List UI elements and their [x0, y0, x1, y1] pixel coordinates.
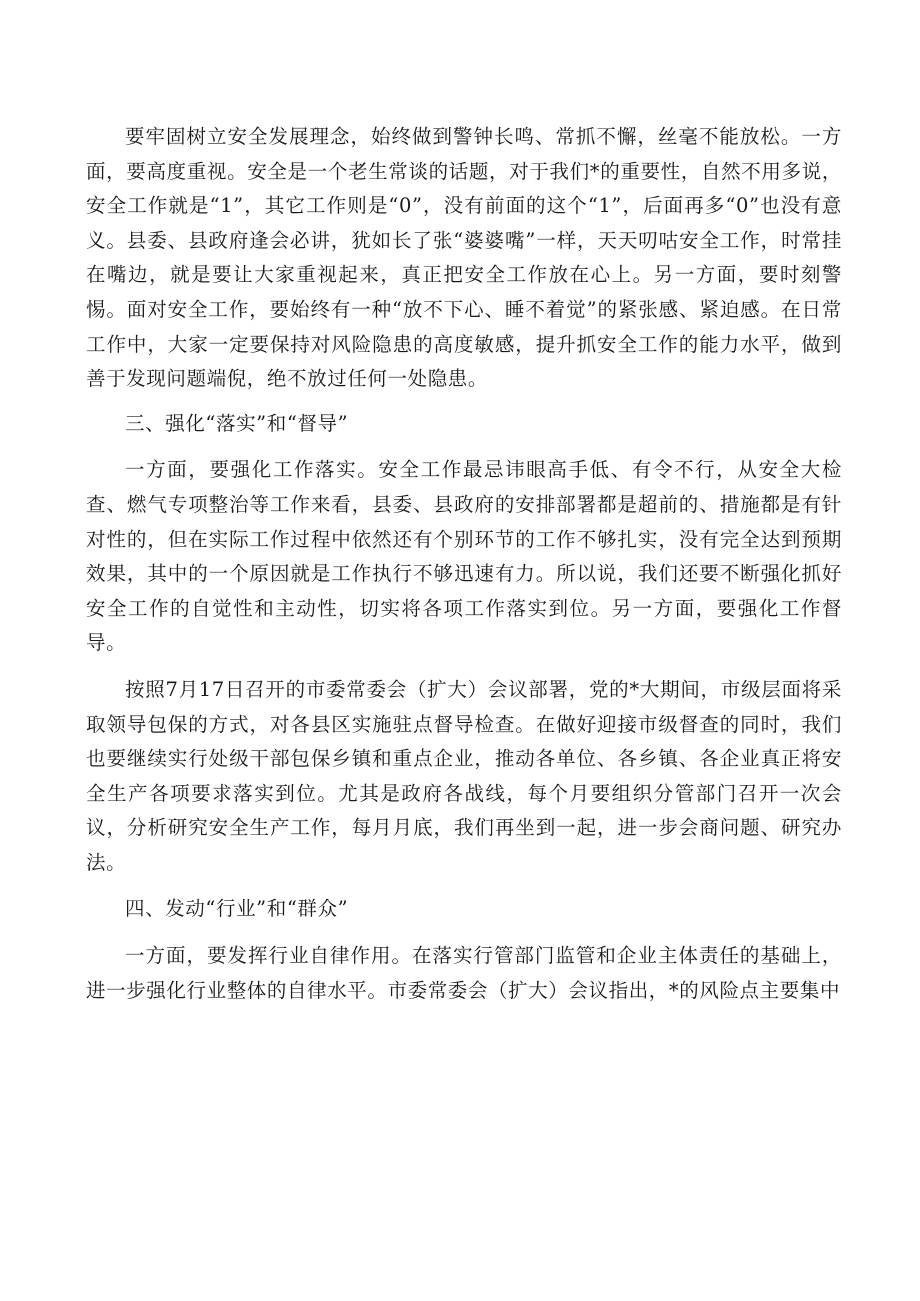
body-paragraph: 要牢固树立安全发展理念，始终做到警钟长鸣、常抓不懈，丝毫不能放松。一方面，要高度重视。安全是一个老生常谈的话题，对于我们*的重要性，自然不用多说，安全工作就是“1”，其它工作则是“0”，没有前面的这个“1”，后面再多“0”也没有意义。县委、县政府逢会必讲，犹如长了张“婆婆嘴”一样，天天叨咕安全工作，时常挂在嘴边，就是要让大家重视起来，真正把安全工作放在心上。另一方面，要时刻警惕。面对安全工作，要始终有一种“放不下心、睡不着觉”的紧张感、紧迫感。在日常工作中，大家一定要保持对风险隐患的高度敏感，提升抓安全工作的能力水平，做到善于发现问题端倪，绝不放过任何一处隐患。: [86, 125, 842, 391]
section-heading: 三、强化“落实”和“督导”: [125, 411, 349, 435]
section-heading: 四、发动“行业”和“群众”: [125, 897, 349, 921]
body-paragraph: 一方面，要发挥行业自律作用。在落实行管部门监管和企业主体责任的基础上，进一步强化行业整体的自律水平。市委常委会（扩大）会议指出，*的风险点主要集中: [86, 944, 842, 1002]
body-paragraph: 一方面，要强化工作落实。安全工作最忌讳眼高手低、有令不行，从安全大检查、燃气专项整治等工作来看，县委、县政府的安排部署都是超前的、措施都是有针对性的，但在实际工作过程中依然还有个别环节的工作不够扎实，没有完全达到预期效果，其中的一个原因就是工作执行不够迅速有力。所以说，我们还要不断强化抓好安全工作的自觉性和主动性，切实将各项工作落实到位。另一方面，要强化工作督导。: [86, 458, 842, 655]
paragraph-spacer: [86, 441, 842, 453]
body-paragraph: 按照7月17日召开的市委常委会（扩大）会议部署，党的*大期间，市级层面将采取领导包保的方式，对各县区实施驻点督导检查。在做好迎接市级督查的同时，我们也要继续实行处级干部包保乡镇和重点企业，推动各单位、各乡镇、各企业真正将安全生产各项要求落实到位。尤其是政府各战线，每个月要组织分管部门召开一次会议，分析研究安全生产工作，每月月底，我们再坐到一起，进一步会商问题、研究办法。: [86, 677, 842, 874]
paragraph-spacer: [86, 397, 842, 407]
paragraph-spacer: [86, 880, 842, 892]
paragraph-spacer: [86, 661, 842, 673]
paragraph-spacer: [86, 927, 842, 939]
